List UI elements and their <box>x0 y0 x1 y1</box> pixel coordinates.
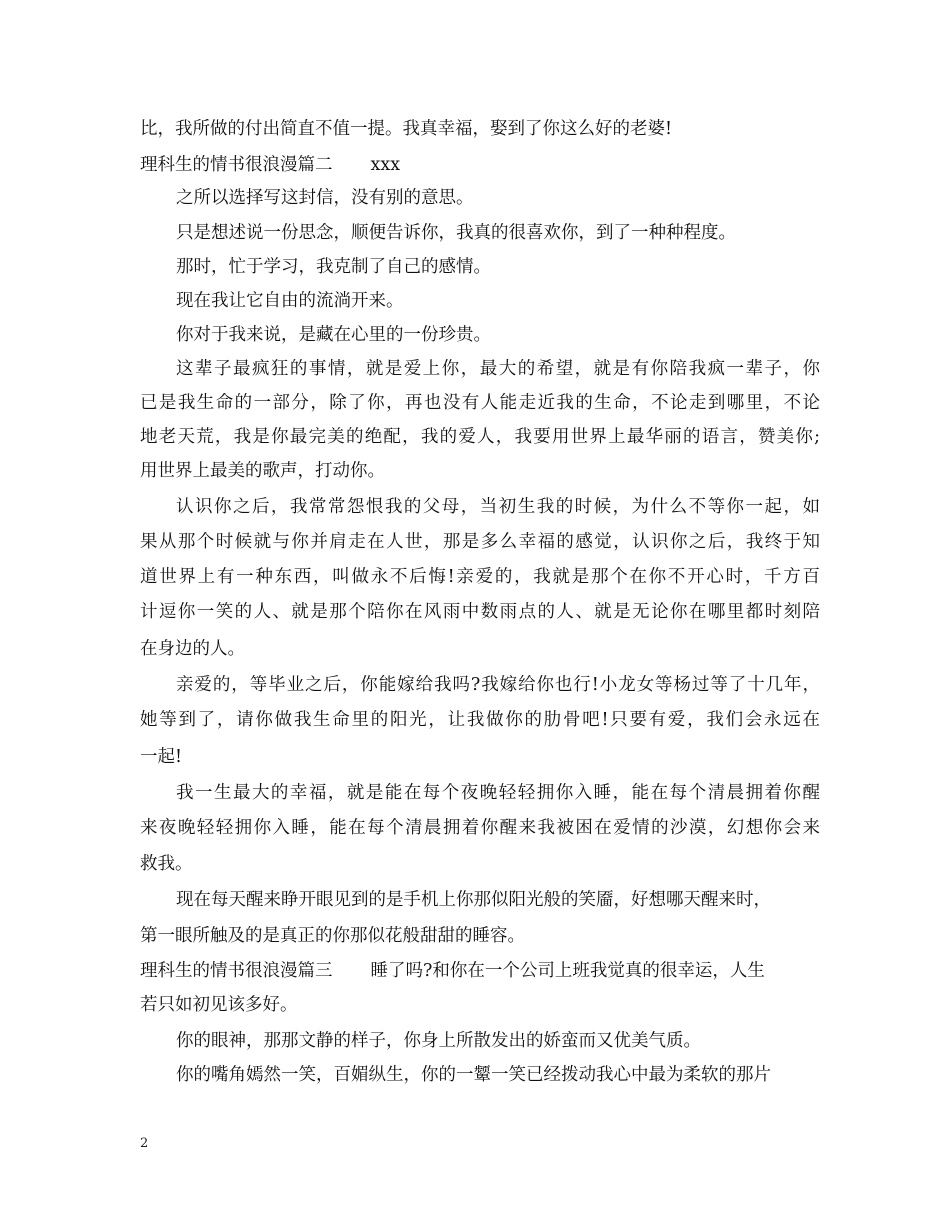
text-line: 你的嘴角嫣然一笑，百媚纵生，你的一颦一笑已经拨动我心中最为柔软的那片 <box>176 1065 771 1085</box>
text-line: 认识你之后，我常常怨恨我的父母，当初生我的时候，为什么不等你一起，如 <box>176 497 820 517</box>
text-line: 来夜晚轻轻拥你入睡，能在每个清晨拥着你醒来我被困在爱情的沙漠，幻想你会来 <box>140 818 820 838</box>
text-line: 用世界上最美的歌声，打动你。 <box>140 461 385 481</box>
text-line: 若只如初见该多好。 <box>140 995 298 1015</box>
section-heading-title: 理科生的情书很浪漫篇二 <box>140 155 333 175</box>
text-line: 比，我所做的付出简直不值一提。我真幸福，娶到了你这么好的老婆! <box>140 119 673 139</box>
text-line: 亲爱的，等毕业之后，你能嫁给我吗?我嫁给你也行!小龙女等杨过等了十几年， <box>176 675 820 695</box>
text-line: 道世界上有一种东西，叫做永不后悔!亲爱的，我就是那个在你不开心时，千方百 <box>140 567 820 587</box>
text-line: 一起! <box>140 747 183 767</box>
text-line: 只是想述说一份思念，顺便告诉你，我真的很喜欢你，到了一种种程度。 <box>176 223 736 243</box>
section-heading <box>140 153 820 177</box>
text-line: 现在我让它自由的流淌开来。 <box>176 291 404 311</box>
text-line: 在身边的人。 <box>140 639 245 659</box>
section-heading <box>140 959 820 983</box>
page-number: 2 <box>140 1136 149 1151</box>
text-line: 那时，忙于学习，我克制了自己的感情。 <box>176 257 491 277</box>
text-line: 果从那个时候就与你并肩走在人世，那是多么幸福的感觉，认识你之后，我终于知 <box>140 532 820 552</box>
text-line: 地老天荒，我是你最完美的绝配，我的爱人，我要用世界上最华丽的语言，赞美你; <box>140 427 820 447</box>
text-line: 你的眼神，那那文静的样子，你身上所散发出的娇蛮而又优美气质。 <box>176 1031 701 1051</box>
text-line: 你对于我来说，是藏在心里的一份珍贵。 <box>176 325 491 345</box>
text-line: 现在每天醒来睁开眼见到的是手机上你那似阳光般的笑靥，好想哪天醒来时， <box>176 890 771 910</box>
text-line: 她等到了，请你做我生命里的阳光，让我做你的肋骨吧!只要有爱，我们会永远在 <box>140 710 820 730</box>
text-line: 计逗你一笑的人、就是那个陪你在风雨中数雨点的人、就是无论你在哪里都时刻陪 <box>140 602 820 622</box>
text-line: 之所以选择写这封信，没有别的意思。 <box>176 188 474 208</box>
text-line: 救我。 <box>140 854 193 874</box>
text-line: 已是我生命的一部分，除了你，再也没有人能走近我的生命，不论走到哪里，不论 <box>140 393 820 413</box>
text-line: 我一生最大的幸福，就是能在每个夜晚轻轻拥你入睡，能在每个清晨拥着你醒 <box>176 783 820 803</box>
section-heading-title: 理科生的情书很浪漫篇三 <box>140 961 333 981</box>
text-line: 这辈子最疯狂的事情，就是爱上你，最大的希望，就是有你陪我疯一辈子，你 <box>176 359 820 379</box>
section-heading-rest: 睡了吗?和你在一个公司上班我觉真的很幸运，人生 <box>370 961 765 981</box>
section-heading-rest: xxx <box>370 155 401 175</box>
text-line: 第一眼所触及的是真正的你那似花般甜甜的睡容。 <box>140 926 525 946</box>
